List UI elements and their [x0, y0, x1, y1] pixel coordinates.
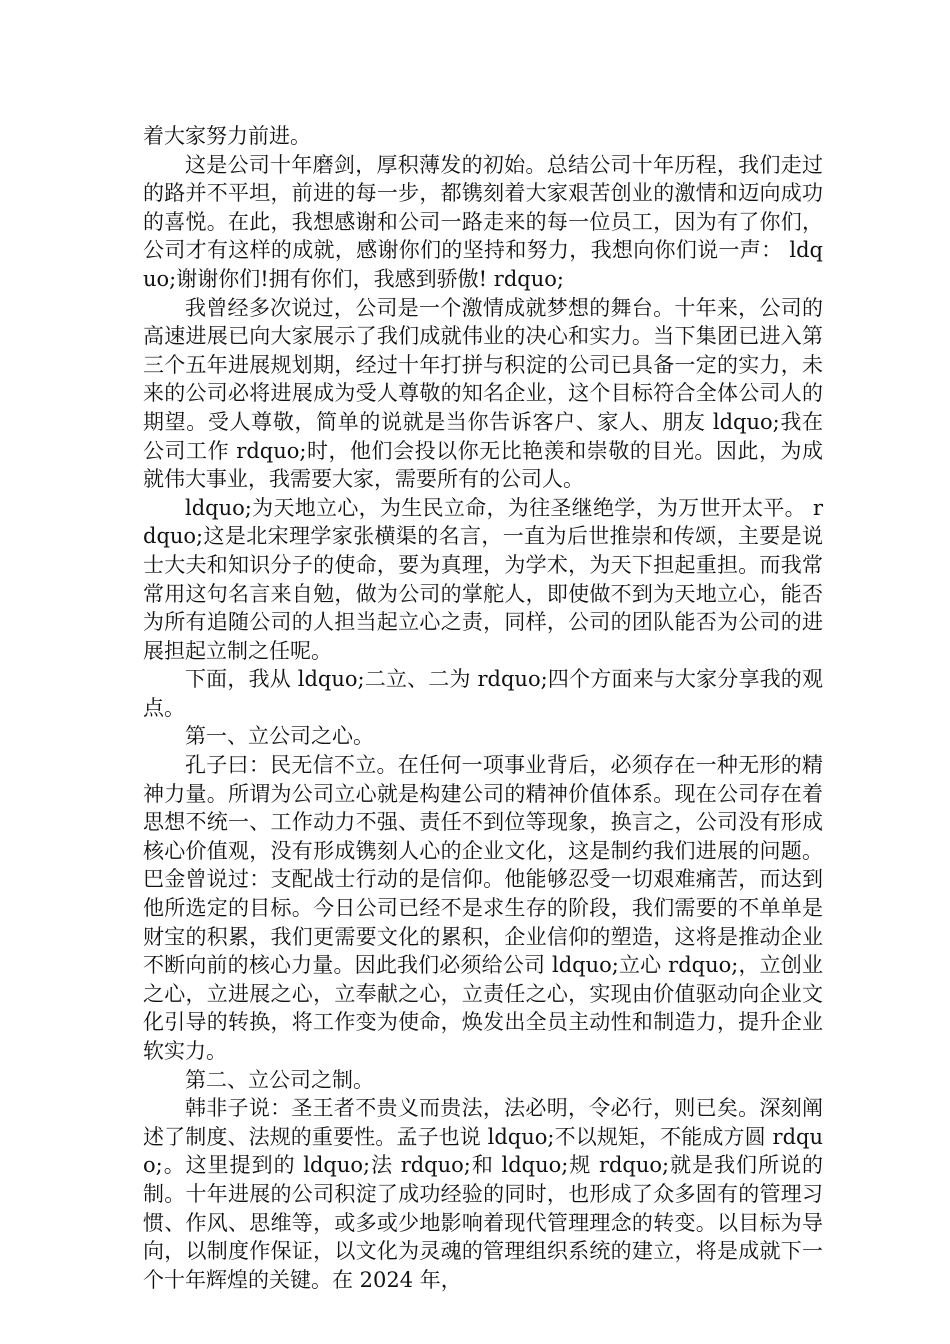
section-heading-second: 第二、立公司之制。: [185, 1067, 374, 1092]
paragraph-outline: 下面，我从 ldquo;二立、二为 rdquo;四个方面来与大家分享我的观点。: [143, 667, 823, 720]
paragraph-continuation: 着大家努力前进。: [143, 124, 311, 148]
document-body: [143, 122, 823, 1294]
section-heading-first: 第一、立公司之心。: [185, 724, 374, 749]
paragraph-ten-years: 这是公司十年磨剑，厚积薄发的初始。总结公司十年历程，我们走过的路并不平坦，前进的每一步，都镌刻着大家艰苦创业的激情和迈向成功的喜悦。在此，我想感谢和公司一路走来的每一位员工，因为有了你们，公司才有这样的成就，感谢你们的坚持和努力，我想向你们说一声： ldquo;谢谢你们!拥有你们，我感到骄傲! rdquo;: [143, 152, 823, 291]
paragraph-stage: 我曾经多次说过，公司是一个激情成就梦想的舞台。十年来，公司的高速进展已向大家展示了我们成就伟业的决心和实力。当下集团已进入第三个五年进展规划期，经过十年打拼与积淀的公司已具备一定的实力，未来的公司必将进展成为受人尊敬的知名企业，这个目标符合全体公司人的期望。受人尊敬，简单的说就是当你告诉客户、家人、朋友 ldquo;我在公司工作 rdquo;时，他们会投以你无比艳羡和崇敬的目光。因此，为成就伟大事业，我需要大家，需要所有的公司人。: [143, 295, 823, 492]
paragraph-second-section: 韩非子说：圣王者不贵义而贵法，法必明，令必行，则已矣。深刻阐述了制度、法规的重要性。孟子也说 ldquo;不以规矩，不能成方圆 rdquo;。这里提到的 ldquo;法 rdquo;和 ldquo;规 rdquo;就是我们所说的制。十年进展的公司积淀了成功经验的同时，也形成了众多固有的管理习惯、作风、思维等，或多或少地影响着现代管理理念的转变。以目标为导向，以制度作保证，以文化为灵魂的管理组织系统的建立，将是成就下一个十年辉煌的关键。在 2024 年，: [143, 1096, 823, 1292]
paragraph-quote: ldquo;为天地立心，为生民立命，为往圣继绝学，为万世开太平。 rdquo;这是北宋理学家张横渠的名言，一直为后世推崇和传颂，主要是说士大夫和知识分子的使命，要为真理，为学术，为天下担起重担。而我常常用这句名言来自勉，做为公司的掌舵人，即使做不到为天地立心，能否为所有追随公司的人担当起立心之责，同样，公司的团队能否为公司的进展担起立制之任呢。: [143, 495, 823, 663]
paragraph-first-section: 孔子曰：民无信不立。在任何一项事业背后，必须存在一种无形的精神力量。所谓为公司立心就是构建公司的精神价值体系。现在公司存在着思想不统一、工作动力不强、责任不到位等现象，换言之，公司没有形成核心价值观，没有形成镌刻人心的企业文化，这是制约我们进展的问题。巴金曾说过：支配战士行动的是信仰。他能够忍受一切艰难痛苦，而达到他所选定的目标。今日公司已经不是求生存的阶段，我们需要的不单单是财宝的积累，我们更需要文化的累积，企业信仰的塑造，这将是推动企业不断向前的核心力量。因此我们必须给公司 ldquo;立心 rdquo;，立创业之心，立进展之心，立奉献之心，立责任之心，实现由价值驱动向企业文化引导的转换，将工作变为使命，焕发出全员主动性和制造力，提升企业软实力。: [143, 753, 823, 1063]
